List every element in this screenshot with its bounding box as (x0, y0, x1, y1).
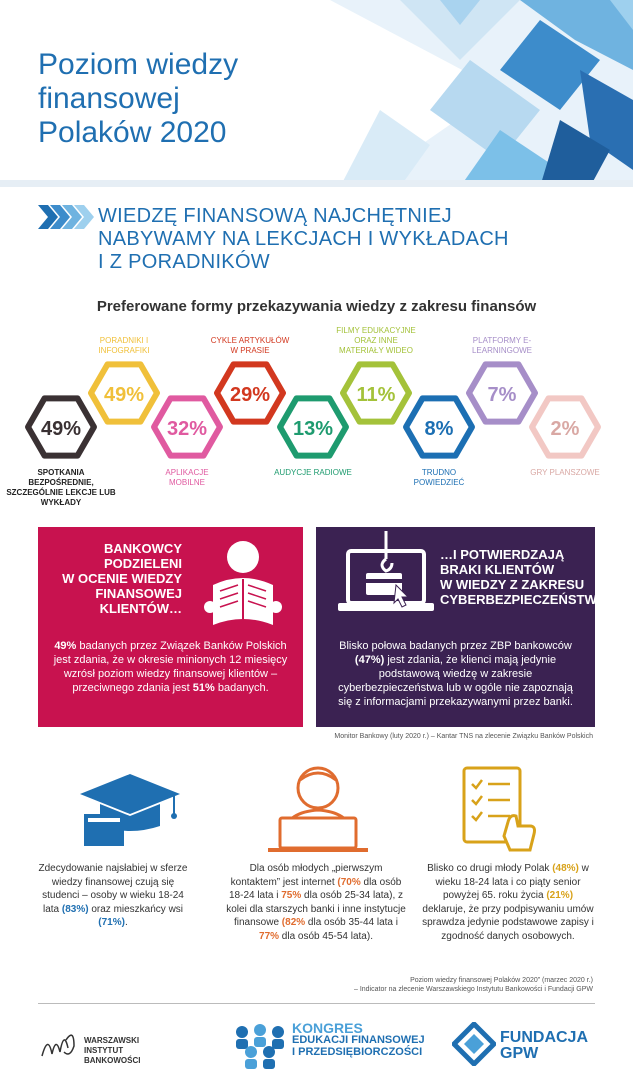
panel-title-line: PODZIELENI (103, 556, 182, 571)
hexagon-value-label: 8% (424, 418, 454, 440)
panel-text: jest zdania, że klienci mają jedynie podstawową wiedzę w zakresie cyberbezpieczeństwa lub w ogóle nie zapoznają się z informacjami przekazywanymi przez banki. (338, 654, 573, 708)
students-text (38, 862, 188, 930)
gpw-line: FUNDACJA (500, 1029, 588, 1046)
first-contact-text (226, 862, 406, 943)
hexagon-category-label: CYKLE ARTYKUŁÓW W PRASIE (210, 336, 290, 355)
highlight-value: (21%) (546, 890, 574, 901)
cybersecurity-panel (316, 527, 606, 727)
hexagon-category-label: PORADNIKI I INFOGRAFIKI (98, 336, 150, 355)
wib-signature-icon (40, 1026, 80, 1066)
contracts-text (420, 862, 596, 943)
hexagon-value-label: 7% (487, 384, 517, 406)
hexagon-category-label: GRY PLANSZOWE (530, 468, 600, 477)
col-text: deklaruje, że przy podpisywaniu umów sprawdza jedynie podstawowe zapisy i zgodność danych osobowych. (422, 903, 594, 942)
bank-opinion-panel (38, 527, 303, 727)
hexagon-value-label: 49% (103, 384, 145, 406)
highlight-value: 75% (281, 890, 302, 901)
gpw-line: GPW (500, 1045, 539, 1062)
kongres-name (292, 1022, 452, 1058)
panel-title-line: FINANSOWEJ (95, 586, 182, 601)
highlight-value: (82% (281, 917, 306, 928)
graduation-cap-icon (70, 770, 190, 850)
panel-body (52, 639, 289, 695)
panel-title-line: W OCENIE WIEDZY (62, 571, 182, 586)
chevrons-icon (38, 205, 94, 229)
laptop-phishing-icon (336, 531, 436, 627)
hexagon-value-label: 2% (550, 418, 580, 440)
col-text: dla osób 35-44 lata i (305, 917, 398, 928)
hexagon-category-label: PLATFORMY E-LEARNINGOWE (471, 336, 532, 355)
panel-title-line: …I POTWIERDZAJĄ (440, 547, 565, 562)
header-banner (0, 0, 633, 187)
highlight-value: 49% (54, 640, 77, 652)
panel-title-line: W WIEDZY Z ZAKRESU (440, 577, 585, 592)
col-text: dla osób 25-34 lata), z kolei dla starszych banki i inne instytucje finansowe (226, 890, 406, 928)
heading-line: NABYWAMY NA LEKCJACH I WYKŁADACH (98, 228, 509, 250)
highlight-value: (47%) (354, 654, 385, 666)
kongres-line: KONGRES (292, 1020, 363, 1036)
wib-name (84, 1036, 164, 1066)
source-note: Monitor Bankowy (luty 2020 r.) – Kantar TNS na zlecenie Związku Banków Polskich (334, 733, 593, 740)
hexagon-value-label: 32% (166, 418, 208, 440)
gpw-emblem-icon (452, 1022, 496, 1066)
panel-title-line: BRAKI KLIENTÓW (440, 562, 555, 577)
panel-body (330, 639, 581, 709)
hexagon-category-label: AUDYCJE RADIOWE (274, 468, 352, 477)
kongres-line: EDUKACJI FINANSOWEJ (292, 1034, 425, 1046)
panel-title (440, 547, 606, 607)
hexagon-value-label: 13% (292, 418, 334, 440)
source-line: Poziom wiedzy finansowej Polaków 2020” (marzec 2020 r.) (410, 977, 593, 984)
wib-line: INSTYTUT (84, 1046, 124, 1055)
title-line: Poziom wiedzy (38, 48, 239, 81)
panel-text: badanych. (214, 682, 269, 694)
hexagon-chart (0, 320, 633, 520)
wib-line: BANKOWOŚCI (84, 1056, 141, 1065)
col-text: oraz mieszkańcy wsi (88, 903, 184, 915)
panel-title-line: CYBERBEZPIECZEŃSTWA (440, 592, 606, 607)
title-line: finansowej (38, 82, 180, 115)
panel-text: Blisko połowa badanych przez ZBP bankowców (339, 640, 572, 652)
panel-title-line: KLIENTÓW… (99, 601, 182, 616)
people-group-icon (232, 1022, 288, 1070)
heading-line: WIEDZĘ FINANSOWĄ NAJCHĘTNIEJ (98, 205, 452, 227)
highlight-value: (48%) (552, 863, 579, 874)
section-heading (98, 205, 558, 274)
hexagon-category-label: APLIKACJE MOBILNE (165, 468, 209, 487)
col-text: Dla osób młodych „pierwszym kontaktem” jest internet (230, 863, 383, 888)
hexagon-value-label: 49% (40, 418, 82, 440)
highlight-value: 51% (192, 682, 215, 694)
panel-text: badanych przez Związek Banków Polskich jest zdania, że w okresie minionych 12 miesięcy wzrósł poziom wiedzy finansowej klientów – przeciwnego zdania jest (53, 640, 288, 694)
col-text: dla osób 45-54 lata). (279, 930, 373, 942)
highlight-value: 77% (259, 930, 280, 942)
gpw-name (500, 1030, 600, 1062)
highlight-value: (71%) (98, 917, 125, 928)
hexagon-category-label: SPOTKANIA BEZPOŚREDNIE, SZCZEGÓLNIE LEKCJE LUB WYKŁADY (6, 468, 116, 507)
col-text: Zdecydowanie najsłabiej w sferze wiedzy finansowej czują się studenci – osoby w wieku 18-24 lata (38, 863, 188, 915)
kongres-line: I PRZEDSIĘBIORCZOŚCI (292, 1046, 423, 1058)
col-text: w wieku 18-24 lata i co piąty senior powyżej 65. roku życia (435, 863, 589, 901)
hexagon-value-label: 11% (356, 384, 396, 406)
source-line: – Indicator na zlecenie Warszawskiego Instytutu Bankowości i Fundacji GPW (353, 986, 593, 993)
highlight-value: (70% (337, 876, 361, 888)
title-line: Polaków 2020 (38, 116, 227, 149)
divider (38, 1003, 595, 1004)
panel-title-line: BANKOWCY (104, 541, 182, 556)
page-title (38, 48, 238, 150)
reader-icon (198, 533, 288, 633)
checklist-icon (460, 764, 540, 856)
hexagon-category-label: TRUDNO POWIEDZIEĆ (413, 468, 465, 487)
col-text: dla osób 18-24 lata i (228, 876, 402, 901)
panel-title (52, 541, 182, 616)
chart-subtitle: Preferowane formy przekazywania wiedzy z zakresu finansów (96, 298, 537, 315)
hexagon-category-label: FILMY EDUKACYJNE ORAZ INNE MATERIAŁY WIDEO (336, 326, 416, 355)
col-text: . (124, 917, 128, 928)
wib-line: WARSZAWSKI (84, 1036, 140, 1045)
col-text: Blisko co drugi młody Polak (427, 863, 553, 874)
source-note (354, 976, 593, 994)
hexagon-value-label: 29% (229, 384, 271, 406)
highlight-value: (83%) (61, 903, 89, 915)
heading-line: I Z PORADNIKÓW (98, 251, 270, 273)
person-laptop-icon (258, 762, 378, 854)
